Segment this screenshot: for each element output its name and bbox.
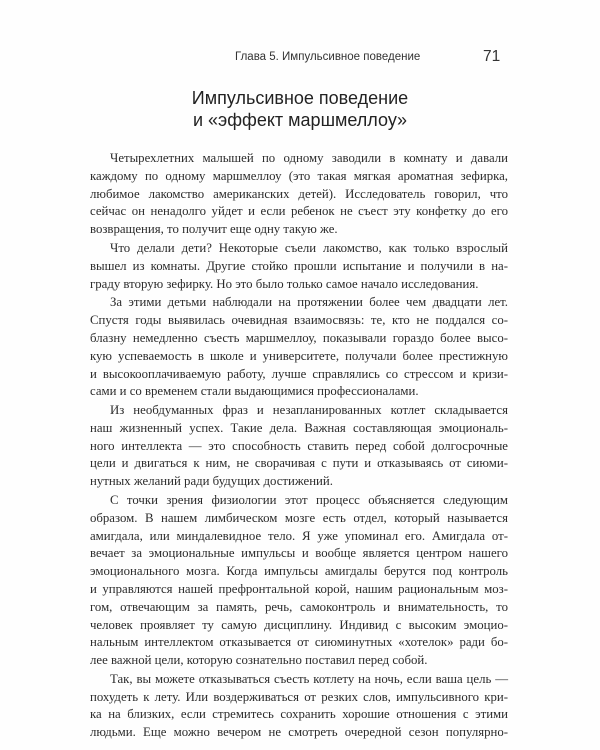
body-line: вышел из комнаты. Другие стойко прошли испытание и получили в на-	[90, 258, 508, 273]
body-line: любимое лакомство американских детей). Исследователь говорил, что	[90, 186, 508, 201]
body-line: гом, отвечающим за память, речь, самоконтроль и внимательность, то	[90, 599, 508, 614]
body-line: и высокооплачиваемую работу, лучше справлялись со стрессом и кризи-	[90, 366, 508, 381]
running-head: Глава 5. Импульсивное поведение	[235, 51, 421, 63]
body-line: За этими детьми наблюдали на протяжении более чем двадцати лет.	[110, 295, 508, 310]
body-line: каждому по одному маршмеллоу (это такая мягкая ароматная зефирка,	[90, 168, 508, 183]
body-line: эмоционального мозга. Когда импульсы амигдалы берутся под контроль	[90, 564, 508, 579]
body-line: образом. В нашем лимбическом мозге есть отдел, который называется	[90, 510, 508, 525]
body-line: блазну немедленно съесть маршмеллоу, показывали гораздо более высо-	[90, 330, 508, 345]
body-line: граду вторую зефирку. Но это было только самое начало исследования.	[90, 276, 479, 291]
body-line: Так, вы можете отказываться съесть котлету на ночь, если ваша цель —	[110, 671, 508, 686]
body-line: и управляются нашей префронтальной корой, нашим рациональным моз-	[90, 581, 508, 596]
body-line: Что делали дети? Некоторые съели лакомство, как только взрослый	[110, 240, 508, 255]
body-line: С точки зрения физиологии этот процесс объясняется следующим	[110, 493, 508, 507]
body-line: наш жизненный успех. Такие дела. Важная составляющая эмоциональ-	[90, 420, 508, 435]
body-line: цели и двигаться к ним, не сворачивая с пути и отказываясь от сиюми-	[90, 456, 508, 471]
body-line: нальным интеллектом отказывается от сиюминутных «хотелок» ради бо-	[90, 635, 508, 650]
body-line: Из необдуманных фраз и незапланированных котлет складывается	[110, 403, 508, 417]
body-line: Спустя годы выявилась очевидная взаимосвязь: те, кто не поддался со-	[90, 313, 508, 328]
body-line: Четырехлетних малышей по одному заводили в комнату и давали	[110, 151, 508, 165]
body-line: ного интеллекта — это способность ставить перед собой долгосрочные	[90, 438, 508, 453]
body-line: сейчас он ненадолго уйдет и если ребенок не съест эту конфетку до его	[90, 204, 508, 219]
body-line: похудеть к лету. Или воздерживаться от резких слов, импульсивного кри-	[90, 689, 508, 704]
body-line: людьми. Еще можно вечером не смотреть очередной сезон популярно-	[90, 725, 508, 740]
section-title-line-2: и «эффект маршмеллоу»	[192, 110, 408, 130]
body-line: кую успеваемость в школе и университете, получали более престижную	[90, 348, 508, 363]
body-line: ка на близких, если стремитесь сохранить хорошие отношения с этими	[90, 707, 508, 722]
body-line: амигдала, или миндалевидное тело. Я уже упоминал его. Амигдала от-	[90, 528, 508, 543]
body-line: вечает за эмоциональные импульсы и вообще является центром нашего	[90, 546, 508, 561]
body-line: сами и со временем стали выдающимися профессионалами.	[90, 384, 419, 399]
page-number: 71	[483, 48, 501, 65]
body-line: возвращения, то получит еще одну такую же.	[90, 222, 338, 237]
section-title-line-1: Импульсивное поведение	[191, 88, 409, 108]
body-line: лее важной цели, которую сознательно поставил перед собой.	[90, 653, 428, 668]
body-line: нутных желаний ради будущих достижений.	[90, 474, 333, 489]
body-line: человек проявляет ту самую дисциплину. Индивид с высоким эмоцио-	[90, 617, 508, 632]
